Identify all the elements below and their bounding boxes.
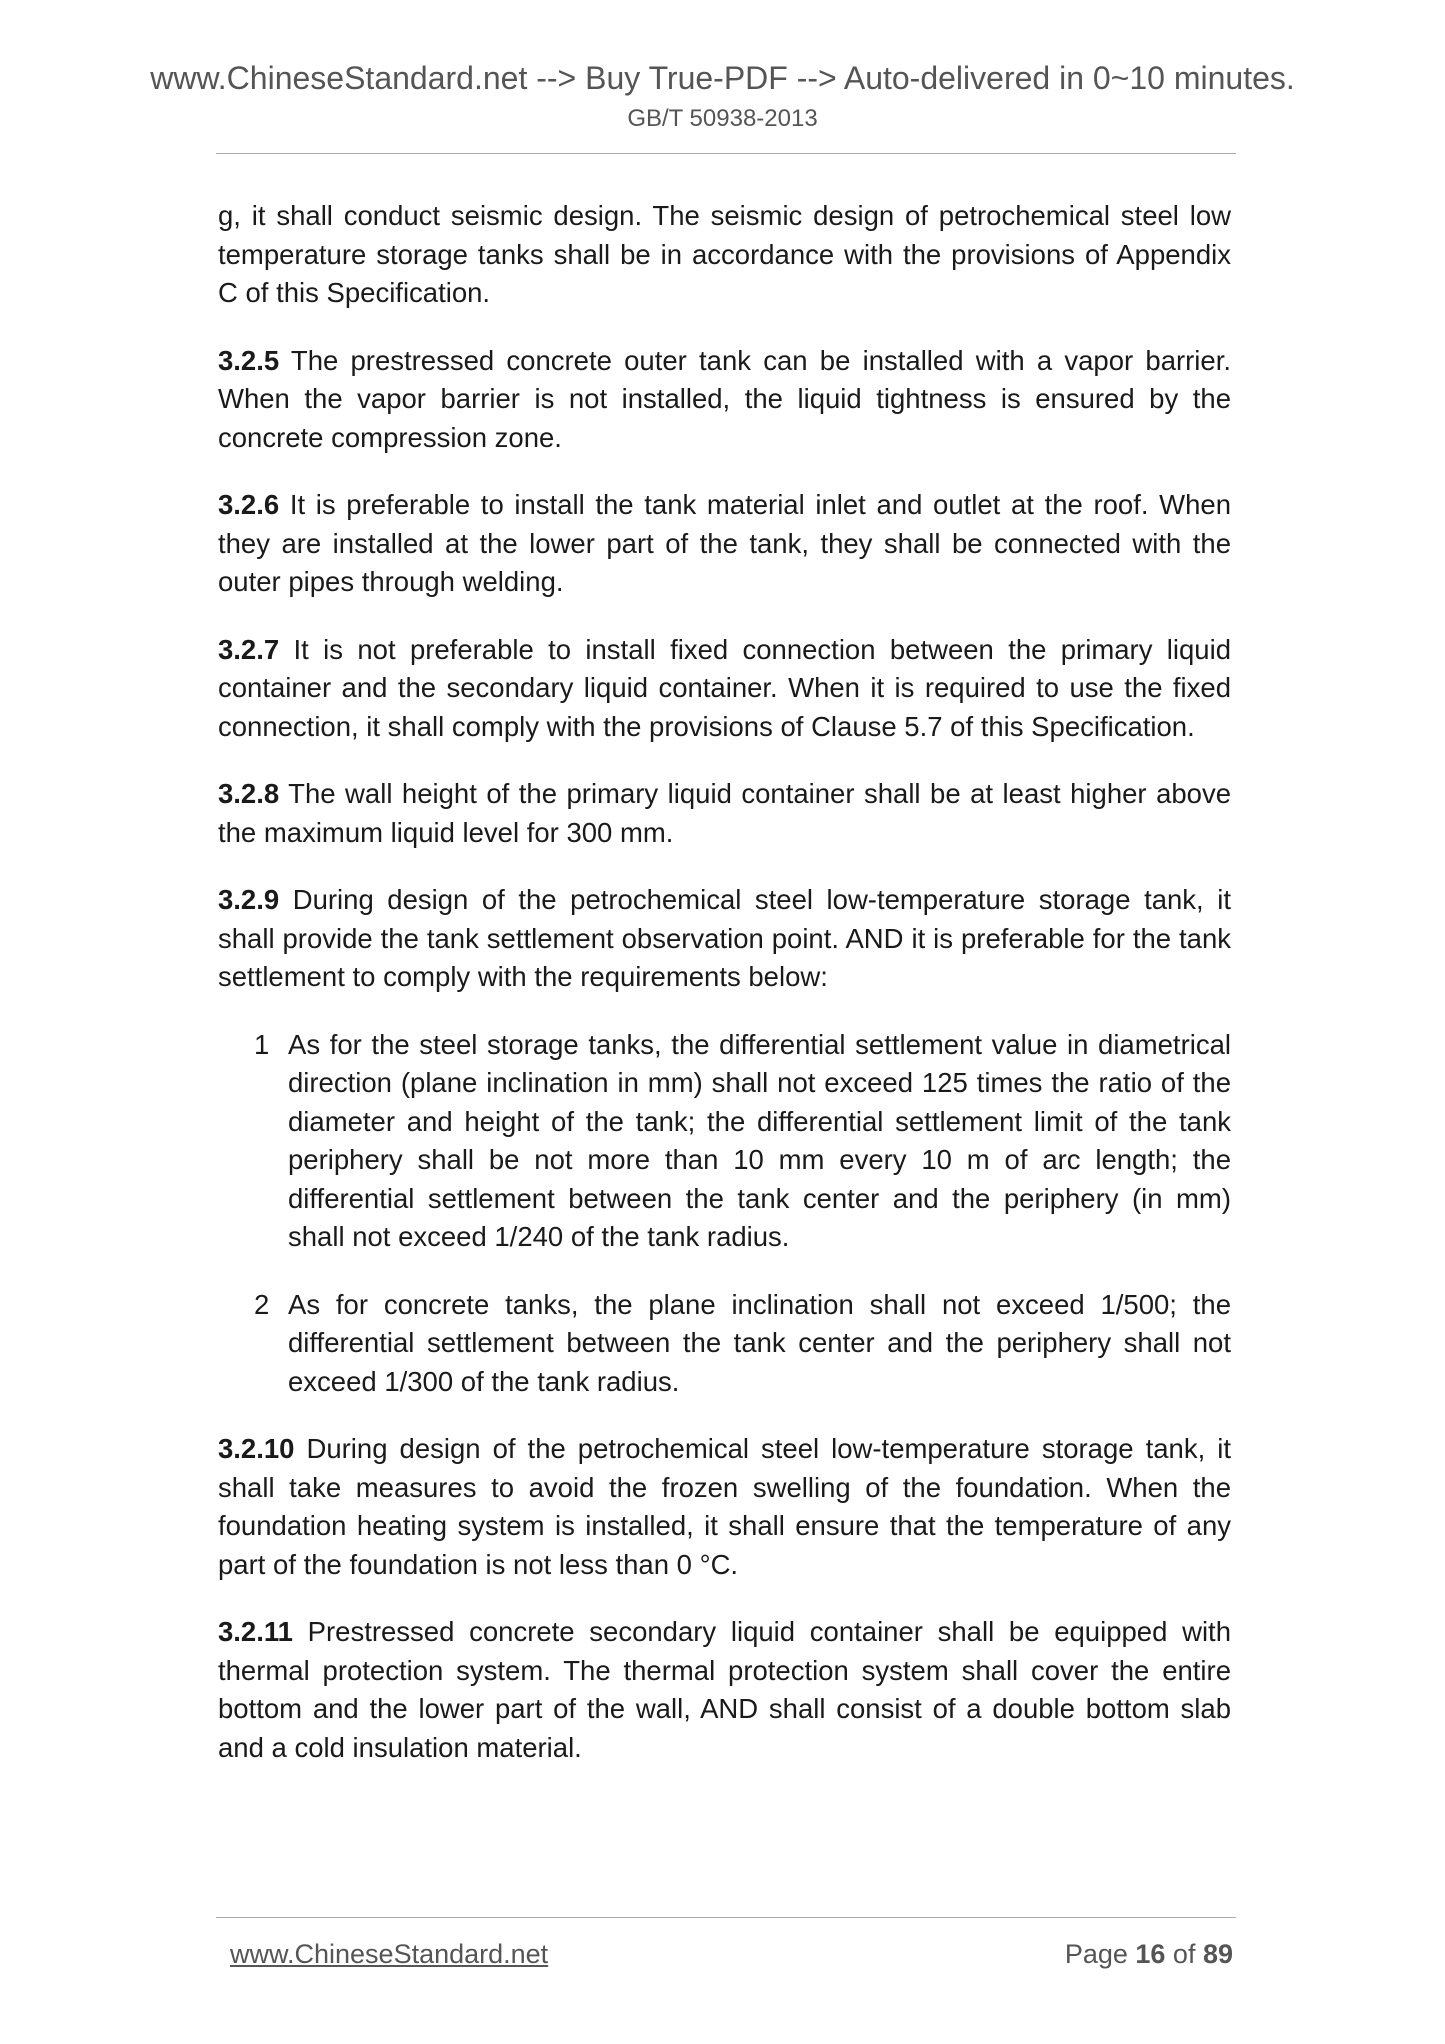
- clause-text: The prestressed concrete outer tank can be installed with a vapor barrier. When the vapor barrier is not installed, the liquid tightness is ensured by the concrete compression zone.: [218, 344, 1231, 453]
- clause-text: It is preferable to install the tank material inlet and outlet at the roof. When they are installed at the lower part of the tank, they shall be connected with the outer pipes through welding.: [218, 489, 1231, 597]
- clause-number: 3.2.6: [218, 489, 280, 520]
- clause-number: 3.2.7: [218, 633, 280, 665]
- list-item-number: 1: [254, 1028, 270, 1060]
- clause-text: During design of the petrochemical steel low-temperature storage tank, it shall provide the tank settlement observation point. AND it is preferable for the tank settlement to comply with the requirements below:: [218, 884, 1231, 992]
- list-item-number: 2: [254, 1288, 270, 1320]
- document-body: [218, 197, 1231, 1796]
- clause-3-2-10: [218, 1430, 1231, 1584]
- clause-3-2-8: [218, 775, 1231, 852]
- list-item-2: [218, 1286, 1231, 1402]
- clause-3-2-11: [218, 1613, 1231, 1767]
- list-item-text: As for concrete tanks, the plane inclination shall not exceed 1/500; the differential settlement between the tank center and the periphery shall not exceed 1/300 of the tank radius.: [288, 1288, 1231, 1397]
- standard-id: GB/T 50938-2013: [627, 105, 818, 132]
- clause-3-2-7: [218, 631, 1231, 747]
- list-item-1: [218, 1026, 1231, 1257]
- clause-number: 3.2.5: [218, 344, 280, 376]
- page-prefix: Page: [1064, 1939, 1136, 1969]
- clause-text: Prestressed concrete secondary liquid container shall be equipped with thermal protection system. The thermal protection system shall cover the entire bottom and the lower part of the wall, AND shall consist of a double bottom slab and a cold insulation material.: [218, 1616, 1231, 1763]
- footer-website-link[interactable]: www.ChineseStandard.net: [230, 1939, 549, 1969]
- header-banner: www.ChineseStandard.net --> Buy True-PDF --> Auto-delivered in 0~10 minutes.: [150, 60, 1295, 96]
- page-current: 16: [1135, 1939, 1166, 1969]
- page-of: of: [1165, 1939, 1203, 1969]
- list-item-text: As for the steel storage tanks, the differential settlement value in diametrical direction (plane inclination in mm) shall not exceed 125 times the ratio of the diameter and height of the tank; the differential settlement limit of the tank periphery shall be not more than 10 mm every 10 m of arc length; the differential settlement between the tank center and the periphery (in mm) shall not exceed 1/240 of the tank radius.: [288, 1028, 1231, 1252]
- clause-text: It is not preferable to install fixed connection between the primary liquid container and the secondary liquid container. When it is required to use the fixed connection, it shall comply with the provisions of Clause 5.7 of this Specification.: [218, 633, 1231, 742]
- footer-divider: [216, 1917, 1236, 1918]
- clause-text: The wall height of the primary liquid container shall be at least higher above the maximum liquid level for 300 mm.: [218, 778, 1231, 848]
- clause-3-2-6: [218, 486, 1231, 602]
- clause-number: 3.2.9: [218, 884, 280, 915]
- intro-paragraph: g, it shall conduct seismic design. The seismic design of petrochemical steel low temperature storage tanks shall be in accordance with the provisions of Appendix C of this Specification.: [218, 200, 1231, 308]
- clause-number: 3.2.11: [218, 1616, 293, 1647]
- clause-text: During design of the petrochemical steel low-temperature storage tank, it shall take measures to avoid the frozen swelling of the foundation. When the foundation heating system is installed, it shall ensure that the temperature of any part of the foundation is not less than 0 °C.: [218, 1433, 1231, 1580]
- clause-3-2-9: [218, 881, 1231, 997]
- clause-number: 3.2.8: [218, 778, 280, 809]
- page-number: [1065, 1937, 1233, 1971]
- clause-3-2-5: [218, 342, 1231, 458]
- header-divider: [216, 153, 1236, 154]
- page-total: 89: [1202, 1939, 1233, 1969]
- clause-number: 3.2.10: [218, 1433, 295, 1464]
